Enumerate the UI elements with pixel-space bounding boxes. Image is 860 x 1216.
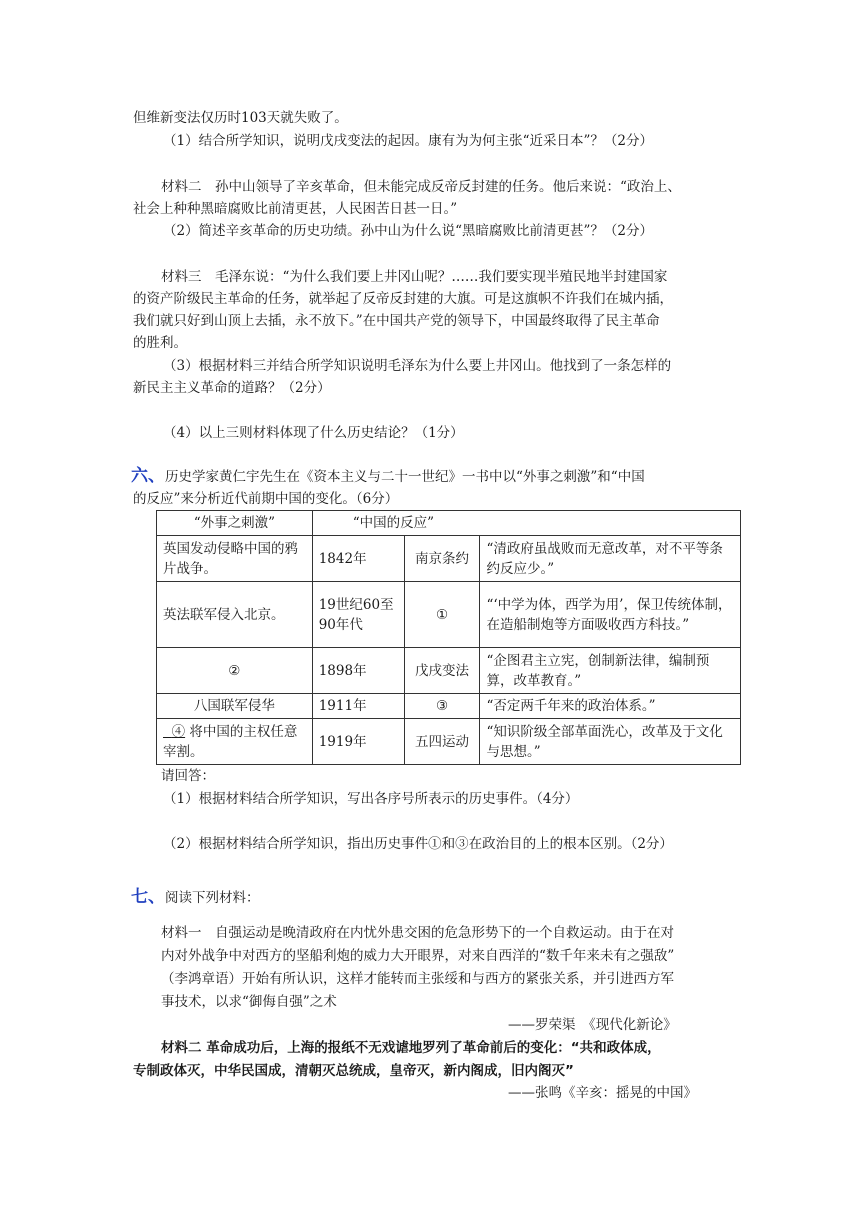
cell-reaction: “‘中学为体，西学为用’，保卫传统体制，在造船制炮等方面吸收西方科技。” bbox=[480, 582, 741, 648]
s7-material-2-source: ——张鸣《辛亥：摇晃的中国》 bbox=[508, 1085, 697, 1101]
section-6-line-1 bbox=[131, 466, 645, 487]
table-row bbox=[157, 582, 741, 648]
cell-stimulus: 英法联军侵入北京。 bbox=[157, 582, 313, 648]
intro-line: 但维新变法仅历时103天就失败了。 bbox=[133, 110, 348, 126]
material-3-line-2: 的资产阶级民主革命的任务，就举起了反帝反封建的大旗。可是这旗帜不许我们在城内插， bbox=[133, 291, 673, 307]
material-3-line-1: 材料三 毛泽东说：“为什么我们要上井冈山呢？……我们要实现半殖民地半封建国家 bbox=[161, 269, 668, 285]
cell-year: 19世纪60至90年代 bbox=[312, 582, 404, 648]
table-row bbox=[157, 694, 741, 719]
header-reaction: “中国的反应” bbox=[312, 511, 740, 536]
material-3-line-4: 的胜利。 bbox=[133, 335, 187, 351]
cell-event: ① bbox=[404, 582, 480, 648]
blank-4: ④ bbox=[171, 723, 186, 740]
table-header-row bbox=[157, 511, 741, 536]
cell-reaction: “企图君主立宪，创制新法律，编制预算，改革教育。” bbox=[480, 648, 741, 694]
question-3-line-1: （3）根据材料三并结合所学知识说明毛泽东为什么要上井冈山。他找到了一条怎样的 bbox=[163, 358, 672, 374]
cell-event: 南京条约 bbox=[404, 536, 480, 582]
question-3-line-2: 新民主主义革命的道路？（2分） bbox=[133, 380, 331, 396]
question-4: （4）以上三则材料体现了什么历史结论？（1分） bbox=[163, 425, 464, 441]
table-row bbox=[157, 536, 741, 582]
header-stimulus: “外事之刺激” bbox=[157, 511, 313, 536]
material-2-line-2: 社会上种种黑暗腐败比前清更甚，人民困苦日甚一日。” bbox=[133, 201, 458, 217]
section-6-question-2: （2）根据材料结合所学知识，指出历史事件①和③在政治目的上的根本区别。（2分） bbox=[163, 836, 673, 852]
s7-material-2-line-1: 材料二 革命成功后，上海的报纸不无戏谑地罗列了革命前后的变化：“共和政体成， bbox=[161, 1040, 661, 1056]
cell-year: 1919年 bbox=[312, 719, 404, 765]
question-2: （2）简述辛亥革命的历史功绩。孙中山为什么说“黑暗腐败比前清更甚”？（2分） bbox=[163, 223, 653, 239]
cell-event: ③ bbox=[404, 694, 480, 719]
table-row bbox=[157, 719, 741, 765]
material-2-line-1: 材料二 孙中山领导了辛亥革命，但未能完成反帝反封建的任务。他后来说：“政治上、 bbox=[161, 179, 681, 195]
cell-stimulus: 八国联军侵华 bbox=[157, 694, 313, 719]
cell-year: 1842年 bbox=[312, 536, 404, 582]
cell-event: 戊戌变法 bbox=[404, 648, 480, 694]
s7-material-1-line-4: 事技术，以求“御侮自强”之术 bbox=[161, 994, 337, 1010]
section-6-number: 六、 bbox=[131, 466, 165, 486]
s7-material-1-source: ——罗荣渠 《现代化新论》 bbox=[508, 1017, 677, 1033]
section-6-ask: 请回答： bbox=[161, 768, 215, 784]
section-7-heading bbox=[131, 887, 260, 908]
s7-material-1-line-1: 材料一 自强运动是晚清政府在内忧外患交困的危急形势下的一个自救运动。由于在对 bbox=[161, 925, 674, 941]
cell-event: 五四运动 bbox=[404, 719, 480, 765]
section-7-number: 七、 bbox=[131, 887, 165, 907]
cell-year: 1898年 bbox=[312, 648, 404, 694]
material-3-line-3: 我们就只好到山顶上去插，永不放下。”在中国共产党的领导下，中国最终取得了民主革命 bbox=[133, 313, 660, 329]
section-7-title: 阅读下列材料： bbox=[165, 890, 260, 906]
section-6-line-2: 的反应”来分析近代前期中国的变化。（6分） bbox=[133, 491, 399, 507]
s7-material-1-line-3: （李鸿章语）开始有所认识，这样才能转而主张绥和与西方的紧张关系，并引进西方军 bbox=[161, 971, 674, 987]
s7-material-2-line-2: 专制政体灭，中华民国成，清朝灭总统成，皇帝灭，新内阁成，旧内阁灭” bbox=[133, 1063, 574, 1079]
table-row bbox=[157, 648, 741, 694]
cell-reaction: “否定两千年来的政治体系。” bbox=[480, 694, 741, 719]
history-table bbox=[156, 510, 741, 765]
section-6-intro: 历史学家黄仁宇先生在《资本主义与二十一世纪》一书中以“外事之刺激”和“中国 bbox=[165, 469, 645, 485]
cell-reaction: “清政府虽战败而无意改革，对不平等条约反应少。” bbox=[480, 536, 741, 582]
cell-stimulus: 英国发动侵略中国的鸦片战争。 bbox=[157, 536, 313, 582]
cell-stimulus: ② bbox=[157, 648, 313, 694]
section-6-question-1: （1）根据材料结合所学知识，写出各序号所表示的历史事件。（4分） bbox=[163, 791, 579, 807]
s7-material-1-line-2: 内对外战争中对西方的坚船利炮的威力大开眼界，对来自西洋的“数千年来未有之强敌” bbox=[161, 948, 675, 964]
cell-stimulus: ④ 将中国的主权任意宰割。 bbox=[157, 719, 313, 765]
cell-year: 1911年 bbox=[312, 694, 404, 719]
question-1: （1）结合所学知识，说明戊戌变法的起因。康有为为何主张“近采日本”？（2分） bbox=[163, 133, 653, 149]
cell-reaction: “知识阶级全部革面洗心，改革及于文化与思想。” bbox=[480, 719, 741, 765]
